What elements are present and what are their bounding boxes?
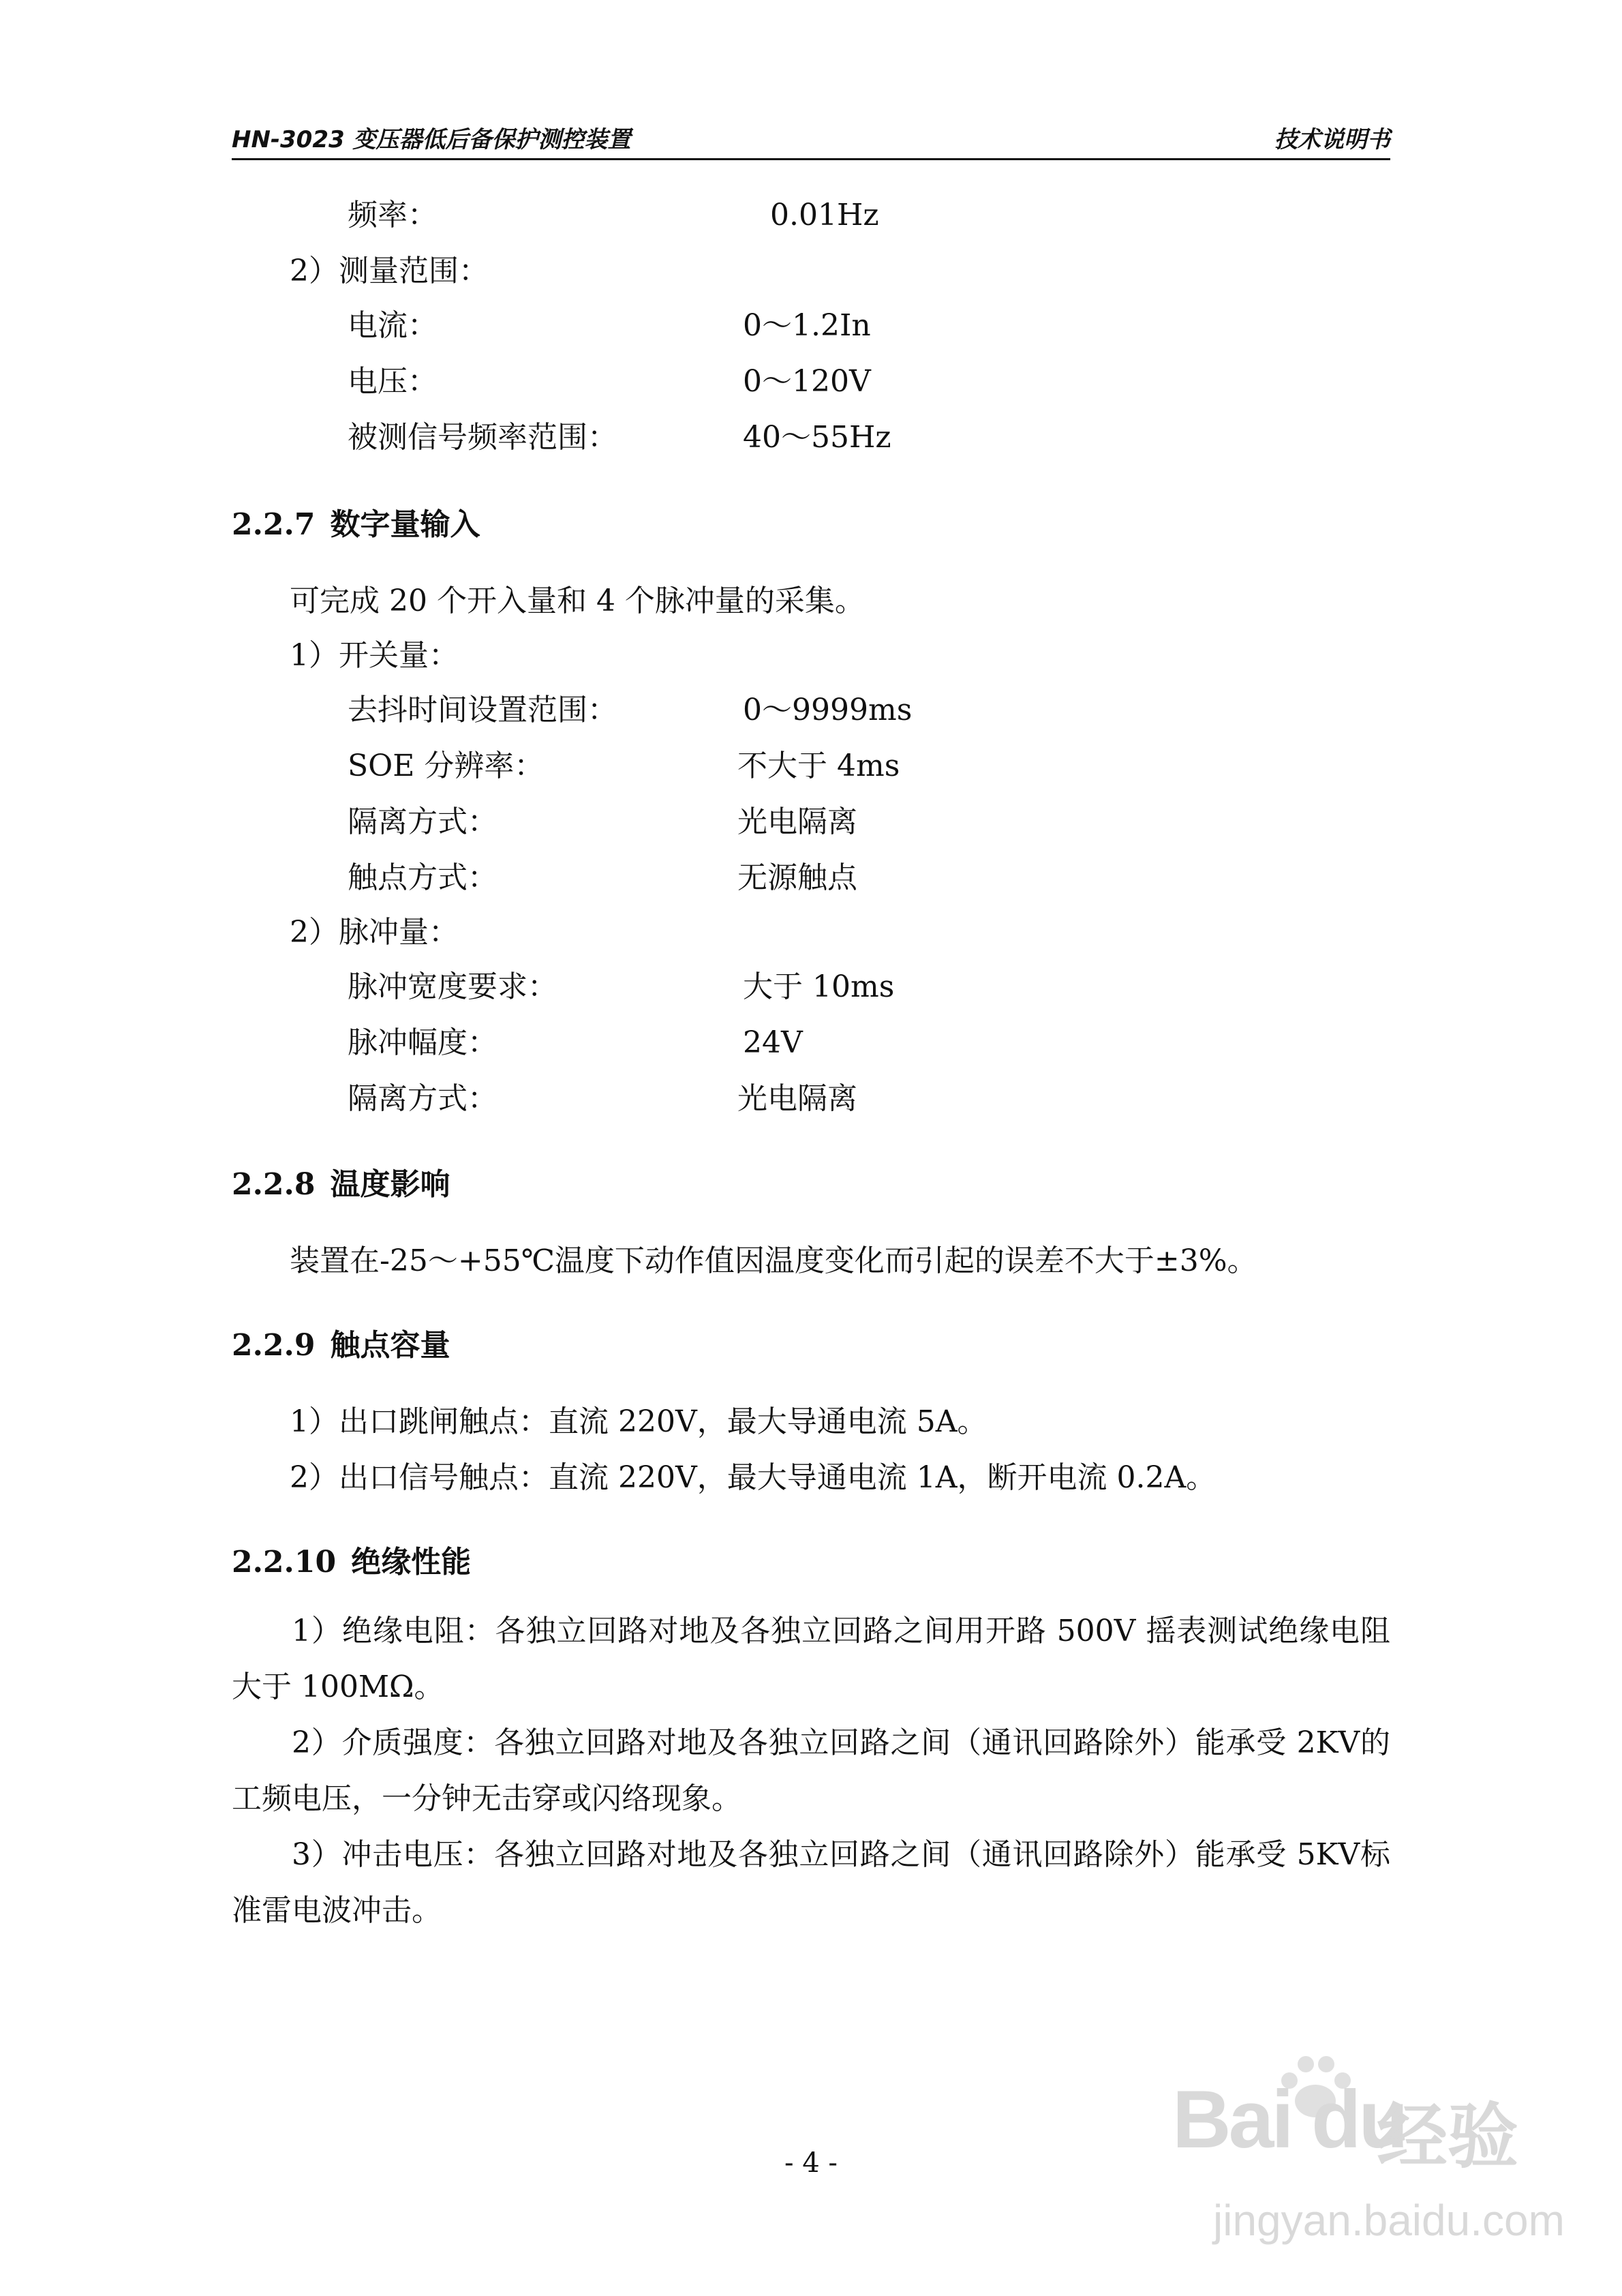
header-doc-type: 技术说明书 [1274,126,1390,153]
page-header [232,116,1390,157]
spec-value: 光电隔离 [737,1081,857,1116]
spec-value: 不大于 4ms [737,749,900,783]
spec-label: SOE 分辨率： [348,749,545,783]
spec-label: 电压： [348,364,438,399]
spec-label: 触点方式： [348,860,498,895]
header-title: HN-3023 变压器低后备保护测控装置 [232,126,631,153]
section-title: 数字量输入 [330,507,480,542]
watermark-logo: Bai du [1172,2074,1406,2165]
section-heading-2-2-9 [232,1325,450,1366]
spec-label: 电流： [348,308,438,343]
spec-label: 脉冲幅度： [348,1025,498,1060]
section-number: 2.2.10 [232,1545,337,1580]
section-heading-2-2-8 [232,1164,450,1205]
measure-heading: 2）测量范围： [290,254,489,288]
section-intro: 可完成 20 个开入量和 4 个脉冲量的采集。 [290,584,865,618]
paragraph: 1）绝缘电阻：各独立回路对地及各独立回路之间用开路 500V 摇表测试绝缘电阻大于 100MΩ。 [232,1614,1390,1704]
section-number: 2.2.8 [232,1167,316,1202]
spec-label: 频率： [348,198,438,232]
spec-value: 0～1.2In [743,308,871,343]
section-title: 触点容量 [330,1328,450,1363]
spec-label: 脉冲宽度要求： [348,969,557,1004]
switch-heading: 1）开关量： [290,638,459,673]
section-heading-2-2-10 [232,1542,471,1583]
spec-value: 无源触点 [737,860,857,895]
page-number: - 4 - [784,2147,838,2179]
spec-label: 隔离方式： [348,804,498,839]
list-item: 1）出口跳闸触点：直流 220V，最大导通电流 5A。 [290,1404,988,1439]
spec-value: 40～55Hz [743,420,891,455]
spec-value: 0～120V [743,364,871,399]
pulse-heading: 2）脉冲量： [290,915,459,950]
paragraph: 2）介质强度：各独立回路对地及各独立回路之间（通讯回路除外）能承受 2KV的工频电压，一分钟无击穿或闪络现象。 [232,1725,1390,1816]
section-title: 绝缘性能 [351,1545,472,1580]
spec-value: 0.01Hz [770,198,879,232]
spec-label: 去抖时间设置范围： [348,693,617,727]
spec-label: 被测信号频率范围： [348,420,617,455]
spec-label: 隔离方式： [348,1081,498,1116]
spec-value: 大于 10ms [743,969,895,1004]
section-heading-2-2-7 [232,504,480,545]
spec-value: 0～9999ms [743,693,913,727]
spec-value: 光电隔离 [737,804,857,839]
watermark [1172,2052,1565,2270]
section-number: 2.2.9 [232,1328,316,1363]
watermark-cn: 经验 [1377,2098,1519,2177]
watermark-url: jingyan.baidu.com [1213,2196,1565,2245]
section-number: 2.2.7 [232,507,316,542]
header-rule [232,158,1390,160]
section-text: 装置在-25～+55℃温度下动作值因温度变化而引起的误差不大于±3%。 [290,1243,1257,1278]
spec-value: 24V [743,1025,803,1060]
paragraph: 3）冲击电压：各独立回路对地及各独立回路之间（通讯回路除外）能承受 5KV标准雷电波冲击。 [232,1837,1390,1928]
list-item: 2）出口信号触点：直流 220V，最大导通电流 1A，断开电流 0.2A。 [290,1460,1216,1495]
section-title: 温度影响 [330,1167,450,1202]
